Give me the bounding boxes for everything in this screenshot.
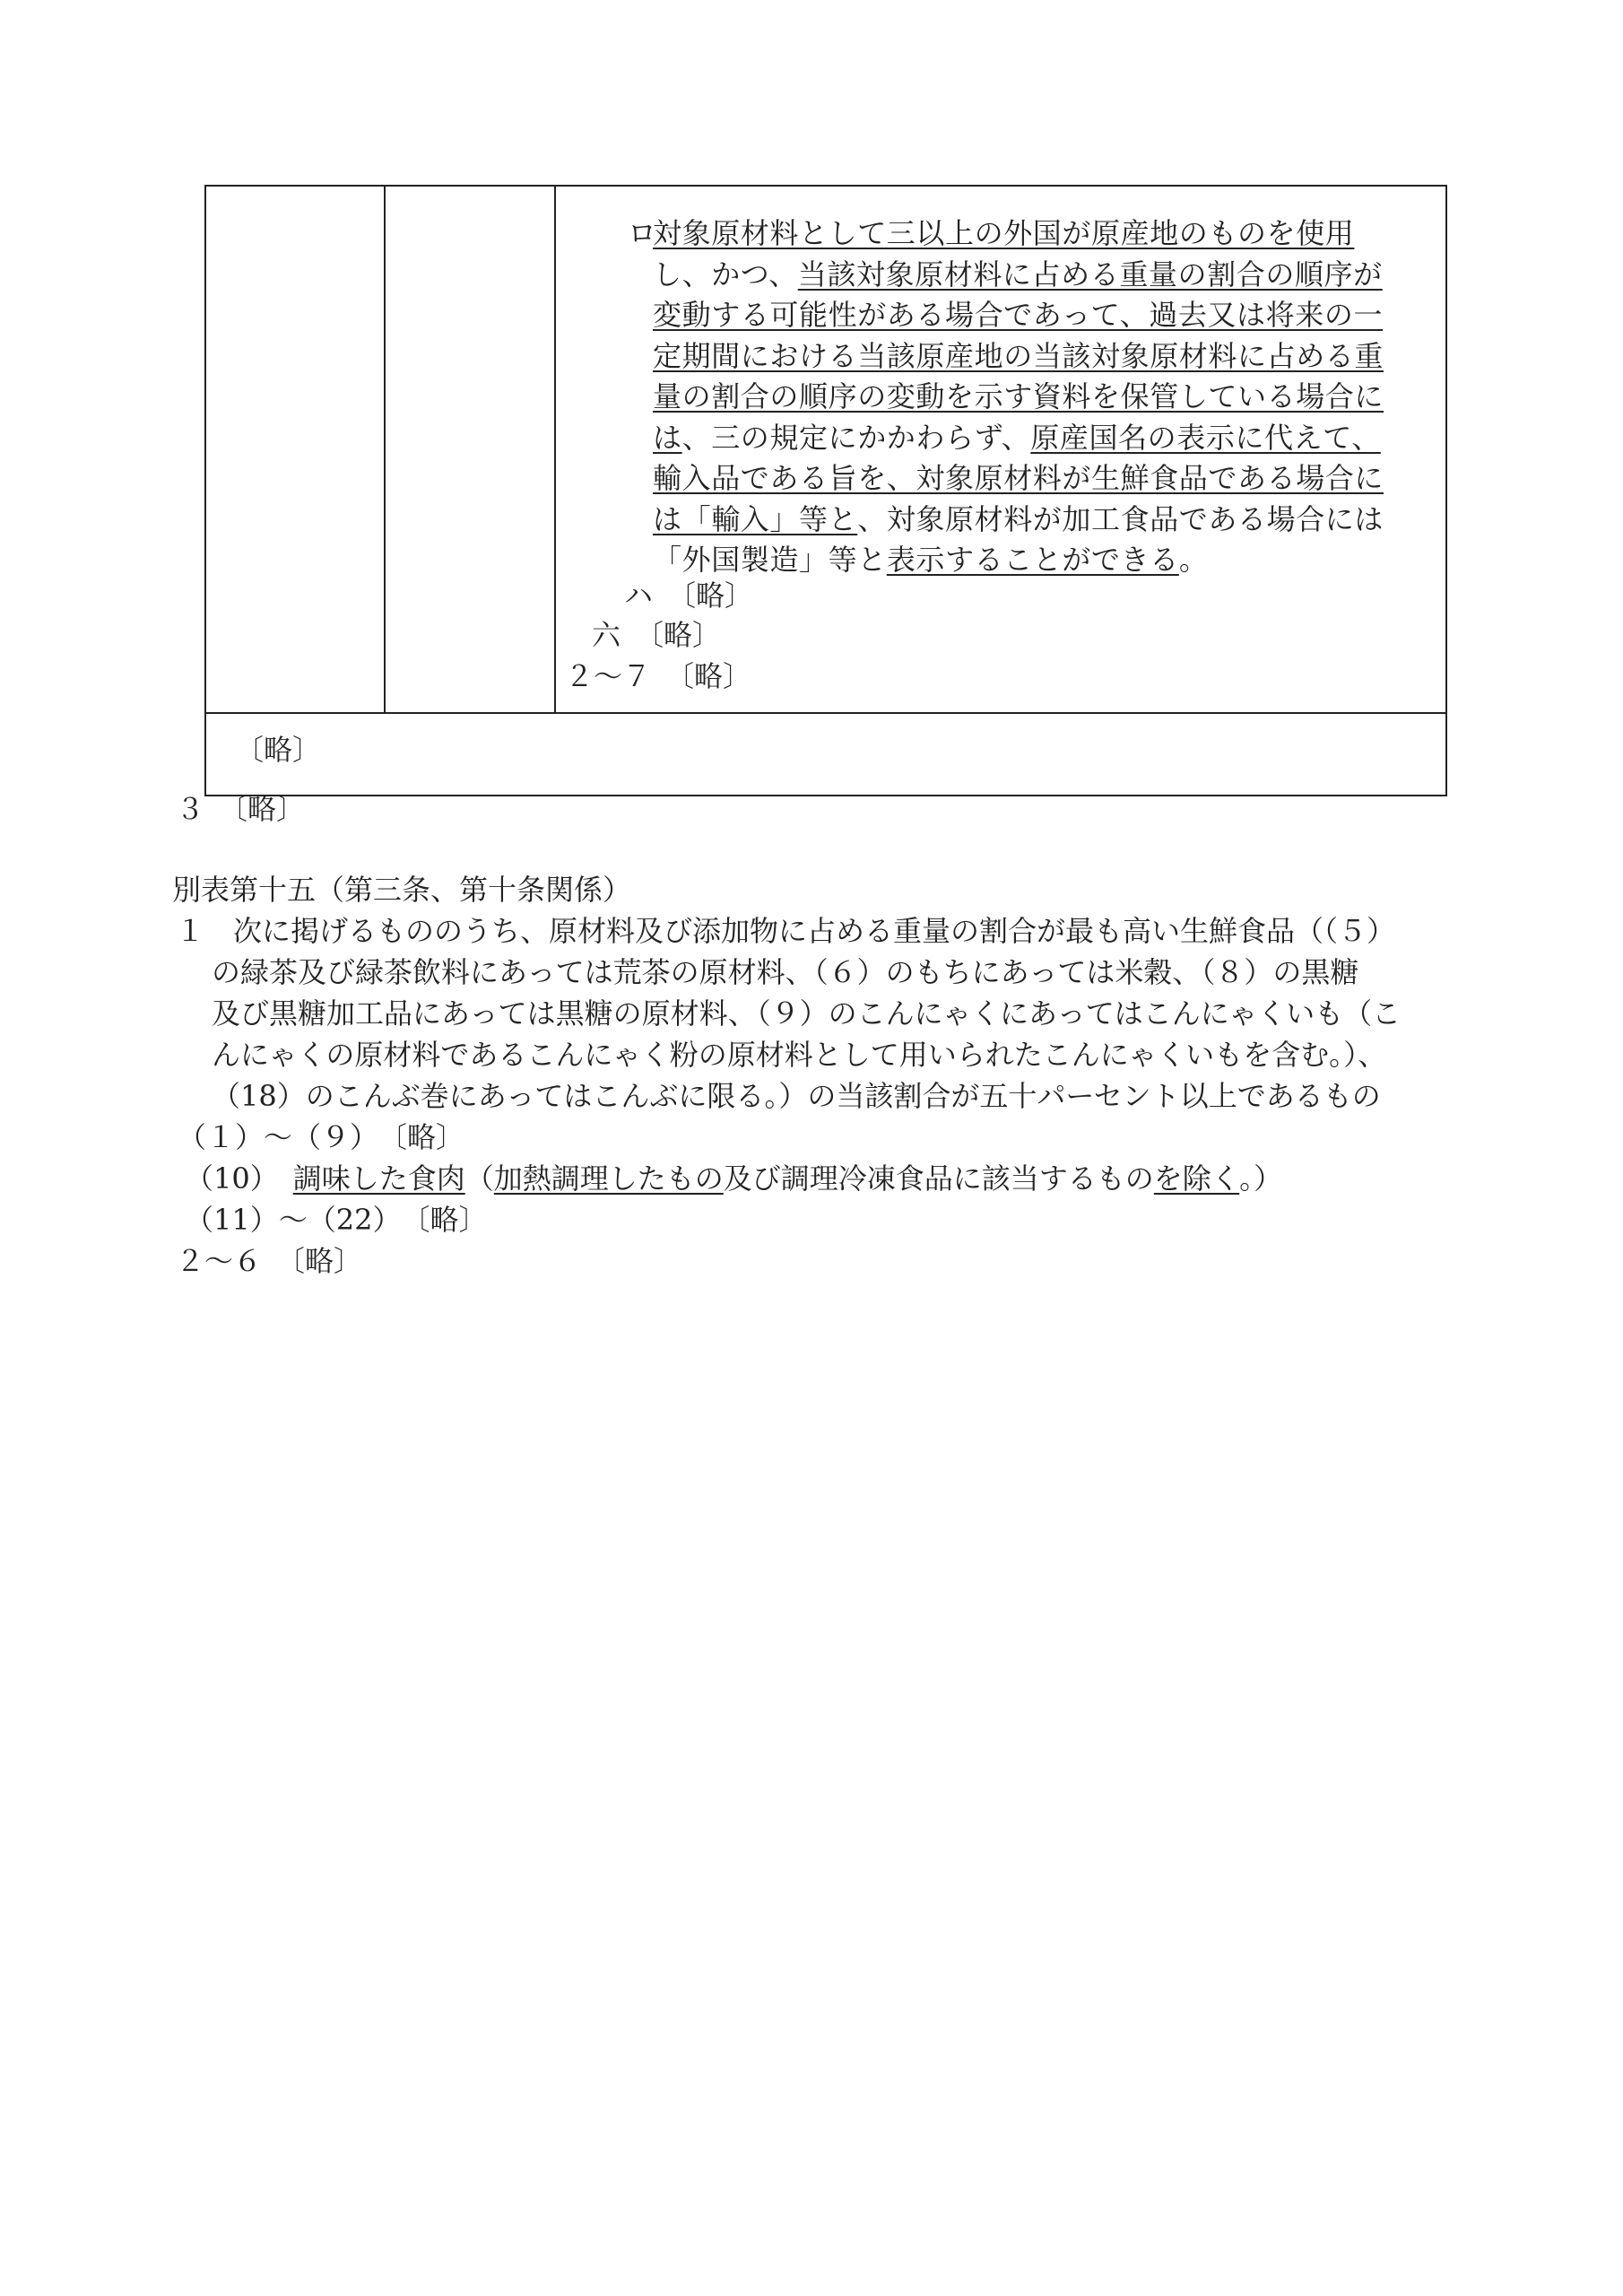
item-ha: ハ 〔略〕 [624,578,754,613]
amended-text: 加熱調理したもの [493,1161,724,1196]
text-segment: 。 [1178,543,1209,577]
item-3: ３ 〔略〕 [176,792,306,826]
amended-text: は [653,420,682,455]
item-ro-line [653,215,1354,251]
table-row-divider [204,712,1447,714]
item-2-6: ２～６ 〔略〕 [176,1244,363,1278]
text-segment: 、三の規定にかかわらず、 [681,420,1031,455]
amended-text: 輸入品である旨を、対象原材料が生鮮食品である場合に [653,461,1384,495]
item-ro-line [653,420,1381,456]
text-segment: （10） [185,1161,293,1196]
para1-line-1: １ 次に掲げるもののうち、原材料及び添加物に占める重量の割合が最も高い生鮮食品（（５） [176,914,1396,948]
amended-text: 変動する可能性がある場合であって、過去又は将来の一 [653,298,1384,332]
amended-text: を除く [1153,1161,1240,1196]
item-ro-marker: ロ [628,216,657,250]
item-ro-line [653,501,1384,537]
text-segment: 「外国製造」等と [653,543,887,577]
para1-line-3: 及び黒糖加工品にあっては黒糖の原材料、（９）のこんにゃくにあってはこんにゃくいも（こ [212,996,1402,1031]
amended-text: 表示することができる [886,543,1179,577]
amended-text: 原産国名の表示に代えて、 [1030,420,1381,455]
text-segment: し、かつ、 [653,257,798,291]
amended-text: 当該対象原材料に占める重量の割合の順序が [797,257,1383,291]
para1-line-2: の緑茶及び緑茶飲料にあっては荒茶の原材料、（６）のもちにあっては米穀、（８）の黒糖 [212,955,1359,989]
text-segment: 。） [1239,1161,1283,1196]
section-heading: 別表第十五（第三条、第十条関係） [172,873,632,907]
item-ro-line [653,460,1384,496]
amended-text: 調味した食肉 [292,1161,465,1196]
table-footer-cell: 〔略〕 [235,733,322,767]
item-10 [185,1161,1282,1196]
amended-text: 定期間における当該原産地の当該対象原材料に占める重 [653,338,1384,373]
item-ro-line [653,378,1384,414]
item-ro-line [653,338,1384,374]
para1-line-4: んにゃくの原材料であるこんにゃく粉の原材料として用いられたこんにゃくいもを含む。）、 [212,1038,1387,1072]
item-11-22: （11）～（22） 〔略〕 [185,1203,488,1237]
amended-text: は「輸入」等と [653,501,858,536]
para1-line-5: （18）のこんぶ巻にあってはこんぶに限る。）の当該割合が五十パーセント以上であるもの [212,1079,1381,1113]
text-segment: （ [464,1161,494,1196]
text-segment: 及び調理冷凍食品に該当するもの [723,1161,1154,1196]
item-ro-line [653,257,1383,292]
text-segment: 、対象原材料が加工食品である場合には [857,501,1384,536]
item-1-9: （１）～（９） 〔略〕 [178,1120,465,1154]
table-column-divider-2 [554,185,556,714]
item-ro-line [653,542,1208,578]
table-column-divider-1 [384,185,386,714]
amended-text: 量の割合の順序の変動を示す資料を保管している場合に [653,379,1384,413]
item-roku: 六 〔略〕 [592,618,722,652]
amended-text: 対象原材料として三以上の外国が原産地のものを使用 [653,216,1355,250]
item-2-7: ２～７ 〔略〕 [565,659,752,693]
item-ro-line [653,297,1383,333]
